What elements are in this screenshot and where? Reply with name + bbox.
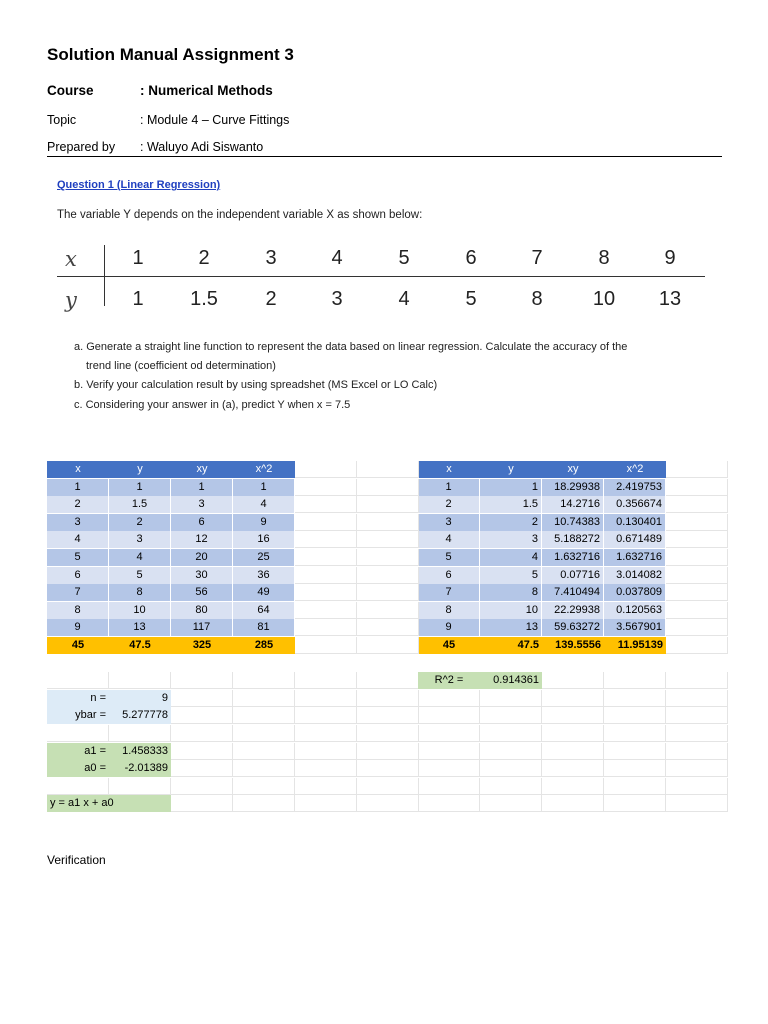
empty-cell[interactable] [666, 549, 728, 566]
y-value: 2 [265, 288, 277, 310]
left-table-data-cell[interactable]: 5 [47, 549, 109, 566]
empty-cell[interactable] [480, 725, 542, 742]
empty-cell[interactable] [171, 778, 233, 795]
verification-heading: Verification [47, 853, 106, 867]
y-data-row [57, 284, 705, 324]
right-table-data-cell[interactable]: 4 [418, 531, 480, 548]
right-table-data-cell[interactable]: 59.63272 [542, 619, 604, 636]
topic-value: : Module 4 – Curve Fittings [140, 113, 290, 127]
right-table-data-cell[interactable]: 2 [480, 514, 542, 531]
empty-cell[interactable] [542, 707, 604, 724]
a0-label[interactable]: a0 = [47, 760, 109, 777]
empty-cell[interactable] [357, 549, 419, 566]
left-table-data-cell[interactable]: 7 [47, 584, 109, 601]
left-table-header-cell[interactable]: x [47, 461, 109, 478]
empty-cell[interactable] [171, 725, 233, 742]
left-table-data-cell[interactable]: 1 [47, 479, 109, 496]
course-label: Course [47, 83, 94, 98]
x-value: 5 [398, 247, 410, 269]
empty-cell[interactable] [418, 725, 480, 742]
task-a-line-1: a. Generate a straight line function to represent the data based on linear regression. Calculate the accuracy of the [74, 341, 628, 353]
empty-cell[interactable] [604, 795, 666, 812]
empty-cell[interactable] [171, 760, 233, 777]
empty-cell[interactable] [233, 760, 295, 777]
empty-cell[interactable] [295, 725, 357, 742]
left-table-header-cell[interactable]: x^2 [233, 461, 295, 478]
empty-cell[interactable] [295, 479, 357, 496]
empty-cell[interactable] [295, 584, 357, 601]
left-table-data-cell[interactable]: 3 [47, 514, 109, 531]
empty-cell[interactable] [666, 707, 728, 724]
empty-cell[interactable] [542, 778, 604, 795]
empty-cell[interactable] [295, 672, 357, 689]
left-table-data-cell[interactable]: 49 [233, 584, 295, 601]
empty-cell[interactable] [666, 619, 728, 636]
document-title: Solution Manual Assignment 3 [47, 45, 294, 64]
y-value: 13 [658, 288, 682, 310]
a0-value[interactable]: -2.01389 [109, 760, 171, 777]
empty-cell[interactable] [357, 619, 419, 636]
empty-cell[interactable] [666, 567, 728, 584]
left-table-data-cell[interactable]: 1 [233, 479, 295, 496]
x-value: 1 [132, 247, 144, 269]
empty-cell[interactable] [542, 672, 604, 689]
right-table-data-cell[interactable]: 6 [418, 567, 480, 584]
task-b: b. Verify your calculation result by using spreadshet (MS Excel or LO Calc) [74, 379, 438, 391]
right-table-data-cell[interactable]: 4 [480, 549, 542, 566]
left-table-data-cell[interactable]: 3 [171, 496, 233, 513]
empty-cell[interactable] [295, 567, 357, 584]
empty-cell[interactable] [233, 672, 295, 689]
right-table-data-cell[interactable]: 3 [480, 531, 542, 548]
right-table-data-cell[interactable]: 3 [418, 514, 480, 531]
left-table-header-cell[interactable]: xy [171, 461, 233, 478]
left-table-data-cell[interactable]: 25 [233, 549, 295, 566]
y-variable-label: y [65, 288, 77, 312]
empty-cell[interactable] [604, 760, 666, 777]
a1-value[interactable]: 1.458333 [109, 743, 171, 760]
empty-cell[interactable] [357, 531, 419, 548]
empty-cell[interactable] [295, 707, 357, 724]
r-squared-label[interactable]: R^2 = [418, 672, 480, 689]
right-table-data-cell[interactable]: 3.014082 [604, 567, 666, 584]
left-table-data-cell[interactable]: 16 [233, 531, 295, 548]
empty-cell[interactable] [666, 743, 728, 760]
empty-cell[interactable] [171, 690, 233, 707]
empty-cell[interactable] [542, 795, 604, 812]
empty-cell[interactable] [418, 760, 480, 777]
empty-cell[interactable] [418, 743, 480, 760]
right-table-data-cell[interactable]: 18.29938 [542, 479, 604, 496]
left-table-total-cell[interactable]: 285 [233, 637, 295, 654]
right-table-data-cell[interactable]: 5 [480, 567, 542, 584]
ybar-label[interactable]: ybar = [47, 707, 109, 724]
empty-cell[interactable] [233, 725, 295, 742]
empty-cell[interactable] [418, 795, 480, 812]
empty-cell[interactable] [109, 725, 171, 742]
left-table-data-cell[interactable]: 64 [233, 602, 295, 619]
empty-cell[interactable] [542, 743, 604, 760]
question-1-link[interactable]: Question 1 (Linear Regression) [57, 179, 221, 191]
right-table-data-cell[interactable]: 8 [480, 584, 542, 601]
left-table-total-cell[interactable]: 325 [171, 637, 233, 654]
y-value: 3 [331, 288, 343, 310]
right-table-data-cell[interactable]: 0.671489 [604, 531, 666, 548]
empty-cell[interactable] [666, 531, 728, 548]
empty-cell[interactable] [666, 672, 728, 689]
empty-cell[interactable] [295, 461, 357, 478]
empty-cell[interactable] [604, 672, 666, 689]
y-value: 4 [398, 288, 410, 310]
left-table-data-cell[interactable]: 12 [171, 531, 233, 548]
right-table-header-cell[interactable]: xy [542, 461, 604, 478]
left-table-data-cell[interactable]: 20 [171, 549, 233, 566]
y-value: 1 [132, 288, 144, 310]
y-value: 1.5 [190, 288, 218, 310]
left-table-data-cell[interactable]: 8 [47, 602, 109, 619]
left-table-data-cell[interactable]: 8 [109, 584, 171, 601]
right-table-data-cell[interactable]: 0.037809 [604, 584, 666, 601]
x-variable-label: x [65, 247, 77, 271]
empty-cell[interactable] [666, 461, 728, 478]
empty-cell[interactable] [295, 531, 357, 548]
right-table-data-cell[interactable]: 2.419753 [604, 479, 666, 496]
left-table-data-cell[interactable]: 2 [109, 514, 171, 531]
x-value: 3 [265, 247, 277, 269]
right-table-total-cell[interactable]: 45 [418, 637, 480, 654]
left-table-data-cell[interactable]: 80 [171, 602, 233, 619]
empty-cell[interactable] [357, 707, 419, 724]
right-table-data-cell[interactable]: 0.130401 [604, 514, 666, 531]
right-table-data-cell[interactable]: 2 [418, 496, 480, 513]
header-divider [47, 156, 722, 157]
empty-cell[interactable] [171, 707, 233, 724]
left-table-data-cell[interactable]: 2 [47, 496, 109, 513]
empty-cell[interactable] [542, 690, 604, 707]
empty-cell[interactable] [604, 725, 666, 742]
empty-cell[interactable] [357, 690, 419, 707]
left-table-data-cell[interactable]: 117 [171, 619, 233, 636]
empty-cell[interactable] [666, 778, 728, 795]
empty-cell[interactable] [47, 672, 109, 689]
right-table-total-cell[interactable]: 47.5 [480, 637, 542, 654]
task-c: c. Considering your answer in (a), predict Y when x = 7.5 [74, 399, 351, 411]
left-table-data-cell[interactable]: 36 [233, 567, 295, 584]
left-table-data-cell[interactable]: 9 [47, 619, 109, 636]
empty-cell[interactable] [357, 602, 419, 619]
y-value: 8 [531, 288, 543, 310]
right-table-data-cell[interactable]: 10.74383 [542, 514, 604, 531]
x-value: 9 [664, 247, 676, 269]
right-table-data-cell[interactable]: 1 [418, 479, 480, 496]
empty-cell[interactable] [233, 795, 295, 812]
empty-cell[interactable] [357, 461, 419, 478]
right-table-data-cell[interactable]: 0.356674 [604, 496, 666, 513]
empty-cell[interactable] [666, 584, 728, 601]
right-table-data-cell[interactable]: 10 [480, 602, 542, 619]
empty-cell[interactable] [666, 479, 728, 496]
empty-cell[interactable] [295, 778, 357, 795]
x-value: 7 [531, 247, 543, 269]
task-a-line-2: trend line (coefficient od determination) [86, 360, 276, 372]
empty-cell[interactable] [666, 690, 728, 707]
topic-label: Topic [47, 113, 77, 127]
empty-cell[interactable] [295, 637, 357, 654]
prepared-value: : Waluyo Adi Siswanto [140, 140, 264, 154]
empty-cell[interactable] [233, 778, 295, 795]
empty-cell[interactable] [295, 496, 357, 513]
empty-cell[interactable] [357, 672, 419, 689]
right-table-data-cell[interactable]: 7 [418, 584, 480, 601]
left-table-header-cell[interactable]: y [109, 461, 171, 478]
left-table-data-cell[interactable]: 1 [171, 479, 233, 496]
course-value: : Numerical Methods [140, 83, 273, 98]
n-label[interactable]: n = [47, 690, 109, 707]
empty-cell[interactable] [480, 760, 542, 777]
right-table-header-cell[interactable]: x^2 [604, 461, 666, 478]
left-table-data-cell[interactable]: 4 [47, 531, 109, 548]
ybar-value[interactable]: 5.277778 [109, 707, 171, 724]
empty-cell[interactable] [604, 690, 666, 707]
right-table-data-cell[interactable]: 0.07716 [542, 567, 604, 584]
left-table-data-cell[interactable]: 30 [171, 567, 233, 584]
x-data-row [57, 243, 705, 283]
left-table-data-cell[interactable]: 3 [109, 531, 171, 548]
left-table-data-cell[interactable]: 6 [47, 567, 109, 584]
r-squared-value[interactable]: 0.914361 [480, 672, 542, 689]
n-value[interactable]: 9 [109, 690, 171, 707]
right-table-data-cell[interactable]: 22.29938 [542, 602, 604, 619]
empty-cell[interactable] [357, 637, 419, 654]
prepared-label: Prepared by [47, 140, 116, 154]
empty-cell[interactable] [418, 690, 480, 707]
right-table-data-cell[interactable]: 7.410494 [542, 584, 604, 601]
empty-cell[interactable] [604, 778, 666, 795]
empty-cell[interactable] [171, 672, 233, 689]
right-table-data-cell[interactable]: 1 [480, 479, 542, 496]
x-value: 8 [598, 247, 610, 269]
left-table-data-cell[interactable]: 6 [171, 514, 233, 531]
left-table-data-cell[interactable]: 4 [109, 549, 171, 566]
empty-cell[interactable] [233, 743, 295, 760]
y-value: 10 [592, 288, 616, 310]
empty-cell[interactable] [418, 778, 480, 795]
question-intro: The variable Y depends on the independent variable X as shown below: [57, 209, 423, 221]
left-table-data-cell[interactable]: 9 [233, 514, 295, 531]
left-table-total-cell[interactable]: 45 [47, 637, 109, 654]
empty-cell[interactable] [666, 514, 728, 531]
left-table-data-cell[interactable]: 10 [109, 602, 171, 619]
x-value: 2 [198, 247, 210, 269]
data-table-horizontal-rule [57, 276, 705, 277]
empty-cell[interactable] [357, 479, 419, 496]
empty-cell[interactable] [357, 584, 419, 601]
empty-cell[interactable] [357, 567, 419, 584]
left-table-data-cell[interactable]: 13 [109, 619, 171, 636]
empty-cell[interactable] [357, 795, 419, 812]
empty-cell[interactable] [666, 602, 728, 619]
empty-cell[interactable] [666, 496, 728, 513]
right-table-total-cell[interactable]: 139.5556 [542, 637, 604, 654]
empty-cell[interactable] [47, 778, 109, 795]
empty-cell[interactable] [295, 690, 357, 707]
right-table-total-cell[interactable]: 11.95139 [604, 637, 666, 654]
empty-cell[interactable] [542, 760, 604, 777]
empty-cell[interactable] [480, 690, 542, 707]
empty-cell[interactable] [295, 760, 357, 777]
left-table-data-cell[interactable]: 56 [171, 584, 233, 601]
x-value: 6 [465, 247, 477, 269]
empty-cell[interactable] [171, 795, 233, 812]
empty-cell[interactable] [295, 795, 357, 812]
left-table-data-cell[interactable]: 5 [109, 567, 171, 584]
empty-cell[interactable] [666, 760, 728, 777]
empty-cell[interactable] [542, 725, 604, 742]
right-table-header-cell[interactable]: y [480, 461, 542, 478]
empty-cell[interactable] [666, 637, 728, 654]
right-table-data-cell[interactable]: 14.2716 [542, 496, 604, 513]
empty-cell[interactable] [233, 690, 295, 707]
empty-cell[interactable] [480, 778, 542, 795]
empty-cell[interactable] [109, 672, 171, 689]
left-table-data-cell[interactable]: 1 [109, 479, 171, 496]
empty-cell[interactable] [47, 725, 109, 742]
right-table-data-cell[interactable]: 1.632716 [542, 549, 604, 566]
empty-cell[interactable] [604, 743, 666, 760]
empty-cell[interactable] [666, 795, 728, 812]
empty-cell[interactable] [109, 778, 171, 795]
empty-cell[interactable] [357, 514, 419, 531]
left-table-total-cell[interactable]: 47.5 [109, 637, 171, 654]
empty-cell[interactable] [666, 725, 728, 742]
empty-cell[interactable] [418, 707, 480, 724]
empty-cell[interactable] [295, 743, 357, 760]
empty-cell[interactable] [357, 496, 419, 513]
empty-cell[interactable] [480, 707, 542, 724]
a1-label[interactable]: a1 = [47, 743, 109, 760]
regression-equation[interactable]: y = a1 x + a0 [47, 795, 171, 812]
right-table-data-cell[interactable]: 9 [418, 619, 480, 636]
right-table-data-cell[interactable]: 0.120563 [604, 602, 666, 619]
empty-cell[interactable] [357, 725, 419, 742]
right-table-data-cell[interactable]: 1.5 [480, 496, 542, 513]
empty-cell[interactable] [604, 707, 666, 724]
empty-cell[interactable] [480, 795, 542, 812]
left-table-data-cell[interactable]: 1.5 [109, 496, 171, 513]
empty-cell[interactable] [480, 743, 542, 760]
empty-cell[interactable] [357, 760, 419, 777]
right-table-data-cell[interactable]: 8 [418, 602, 480, 619]
left-table-data-cell[interactable]: 4 [233, 496, 295, 513]
right-table-data-cell[interactable]: 5.188272 [542, 531, 604, 548]
right-table-data-cell[interactable]: 13 [480, 619, 542, 636]
y-value: 5 [465, 288, 477, 310]
left-table-data-cell[interactable]: 81 [233, 619, 295, 636]
right-table-data-cell[interactable]: 3.567901 [604, 619, 666, 636]
empty-cell[interactable] [357, 778, 419, 795]
x-value: 4 [331, 247, 343, 269]
empty-cell[interactable] [233, 707, 295, 724]
empty-cell[interactable] [295, 549, 357, 566]
right-table-data-cell[interactable]: 5 [418, 549, 480, 566]
right-table-header-cell[interactable]: x [418, 461, 480, 478]
right-table-data-cell[interactable]: 1.632716 [604, 549, 666, 566]
empty-cell[interactable] [295, 619, 357, 636]
empty-cell[interactable] [171, 743, 233, 760]
empty-cell[interactable] [295, 514, 357, 531]
empty-cell[interactable] [295, 602, 357, 619]
empty-cell[interactable] [357, 743, 419, 760]
